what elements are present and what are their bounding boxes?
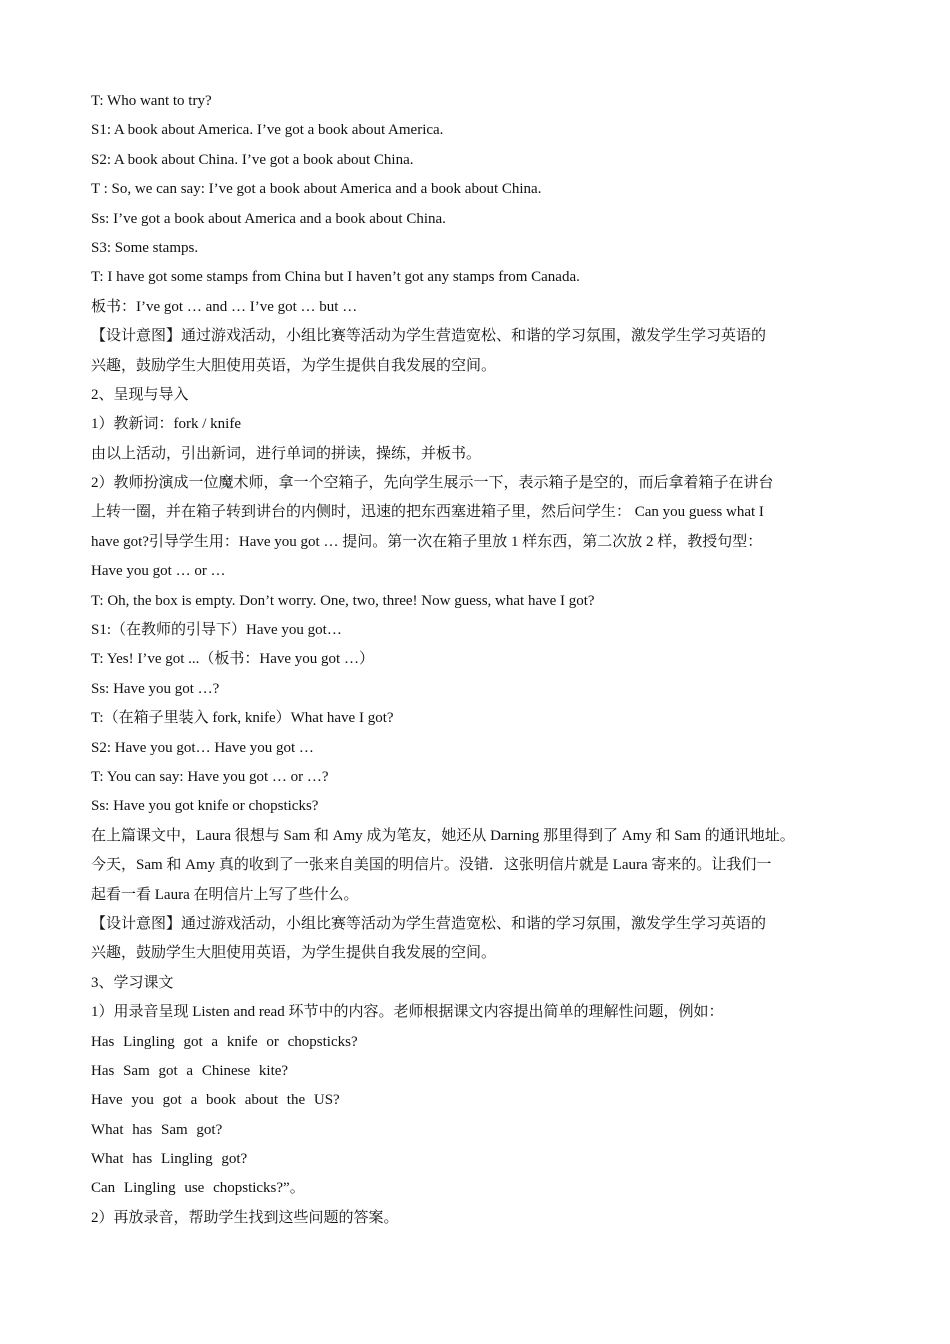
design-intent-line: 【设计意图】通过游戏活动，小组比赛等活动为学生营造宽松、和谐的学习氛围，激发学生学习英语的 <box>91 915 767 932</box>
text-line: S3: Some stamps. <box>91 239 199 256</box>
design-intent-line: 【设计意图】通过游戏活动，小组比赛等活动为学生营造宽松、和谐的学习氛围，激发学生学习英语的 <box>91 328 767 345</box>
text-line: T: I have got some stamps from China but I haven’t got any stamps from Canada. <box>91 269 580 286</box>
text-line: T: Yes! I’ve got ...（板书：Have you got …） <box>91 651 374 668</box>
text-line: have got?引导学生用：Have you got … 提问。第一次在箱子里放 1 样东西，第二次放 2 样，教授句型： <box>91 533 763 550</box>
text-line: T: You can say: Have you got … or …? <box>91 768 329 785</box>
text-line: 上转一圈，并在箱子转到讲台的内侧时，迅速的把东西塞进箱子里，然后问学生： Can you guess what I <box>91 504 764 521</box>
text-line: Ss: I’ve got a book about America and a book about China. <box>91 210 446 227</box>
section-heading: 3、学习课文 <box>91 974 174 991</box>
question-line: What has Sam got? <box>91 1121 223 1138</box>
design-intent-line: 兴趣，鼓励学生大胆使用英语，为学生提供自我发展的空间。 <box>91 945 497 962</box>
text-line: 2）再放录音，帮助学生找到这些问题的答案。 <box>91 1209 399 1226</box>
text-line: 板书：I’ve got … and … I’ve got … but … <box>91 298 358 315</box>
document-body <box>91 89 871 1235</box>
text-line: Ss: Have you got knife or chopsticks? <box>91 798 319 815</box>
text-line: T: Who want to try? <box>91 93 212 109</box>
text-line: 今天，Sam 和 Amy 真的收到了一张来自美国的明信片。没错．这张明信片就是 Laura 寄来的。让我们一 <box>91 857 772 874</box>
question-line: Has Lingling got a knife or chopsticks? <box>91 1033 358 1050</box>
text-line: 由以上活动，引出新词，进行单词的拼读，操练，并板书。 <box>91 445 482 462</box>
question-line: Have you got a book about the US? <box>91 1092 340 1109</box>
text-line: 在上篇课文中，Laura 很想与 Sam 和 Amy 成为笔友，她还从 Darning 那里得到了 Amy 和 Sam 的通讯地址。 <box>91 827 795 844</box>
text-line: T: Oh, the box is empty. Don’t worry. One, two, three! Now guess, what have I got? <box>91 592 595 609</box>
question-line: Has Sam got a Chinese kite? <box>91 1062 289 1079</box>
text-line: S1:（在教师的引导下）Have you got… <box>91 622 342 639</box>
question-line: Can Lingling use chopsticks?”。 <box>91 1180 305 1197</box>
section-heading: 2、呈现与导入 <box>91 386 189 403</box>
text-line: Have you got … or … <box>91 563 226 580</box>
question-line: What has Lingling got? <box>91 1151 248 1168</box>
text-line: S2: A book about China. I’ve got a book about China. <box>91 151 414 168</box>
text-line: T : So, we can say: I’ve got a book about America and a book about China. <box>91 181 542 198</box>
text-line: 1）用录音呈现 Listen and read 环节中的内容。老师根据课文内容提出简单的理解性问题，例如： <box>91 1004 724 1021</box>
text-line: 1）教新词：fork / knife <box>91 416 241 433</box>
text-line: S2: Have you got… Have you got … <box>91 739 314 756</box>
text-line: 起看一看 Laura 在明信片上写了些什么。 <box>91 886 359 903</box>
text-line: Ss: Have you got …? <box>91 680 220 697</box>
design-intent-line: 兴趣，鼓励学生大胆使用英语，为学生提供自我发展的空间。 <box>91 357 497 374</box>
text-line: S1: A book about America. I’ve got a book about America. <box>91 122 444 139</box>
text-line: T:（在箱子里装入 fork, knife）What have I got? <box>91 710 394 727</box>
text-line: 2）教师扮演成一位魔术师，拿一个空箱子，先向学生展示一下，表示箱子是空的，而后拿着箱子在讲台 <box>91 475 774 492</box>
